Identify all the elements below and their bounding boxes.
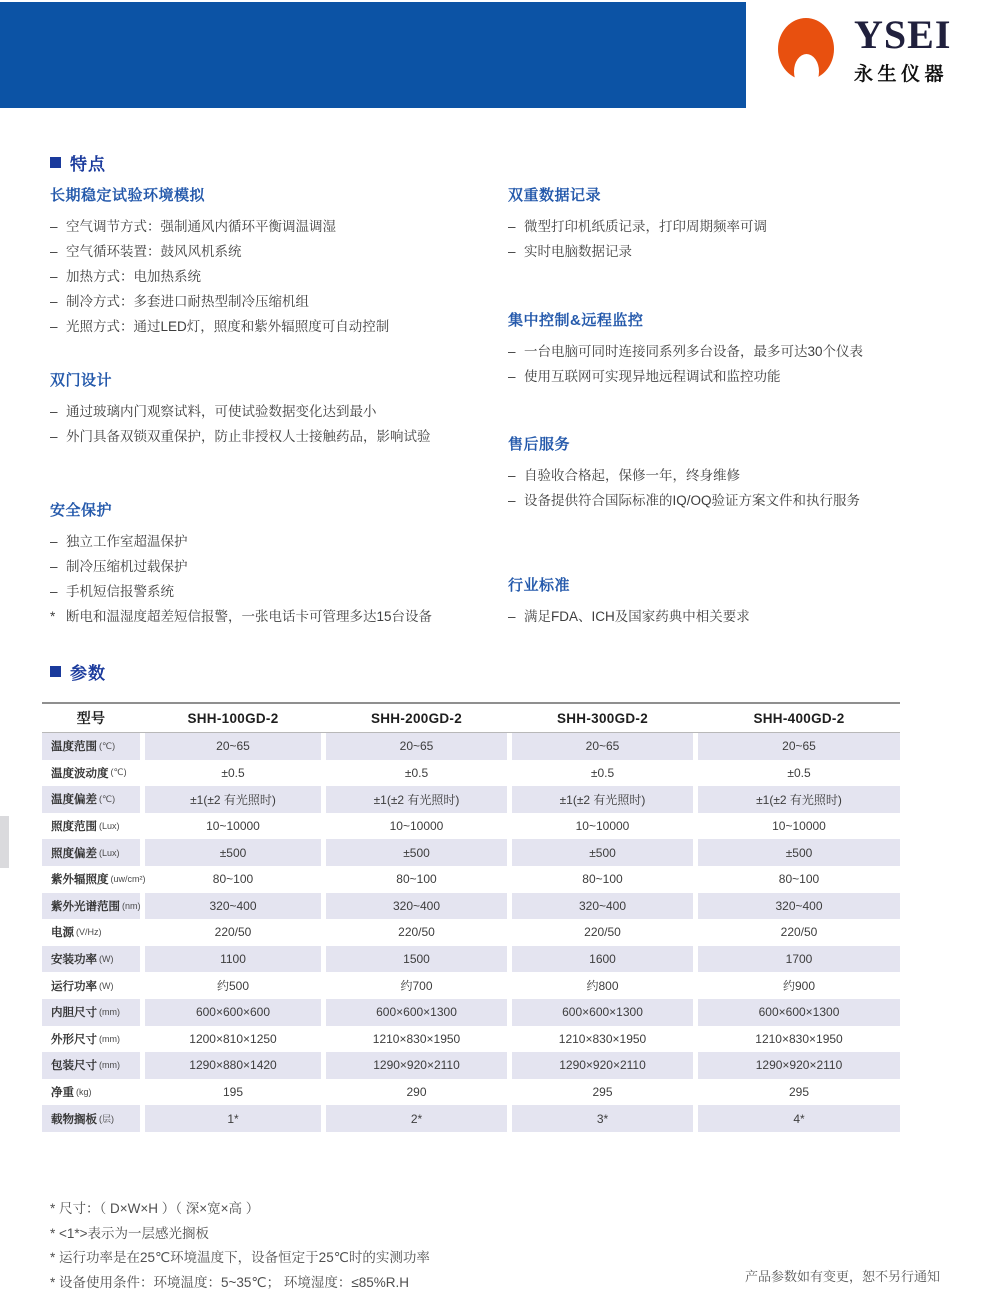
row-label: 内胆尺寸 [51, 1007, 97, 1020]
table-row [42, 813, 900, 840]
feature-item [50, 604, 485, 629]
table-row [42, 866, 900, 893]
spec-value-cell: ±1(±2 有光照时) [512, 786, 693, 813]
model-column-header: SHH-300GD-2 [556, 710, 649, 726]
feature-group-title: 长期稳定试验环境模拟 [50, 187, 206, 204]
spec-value-cell: 1500 [326, 946, 507, 973]
table-row [42, 946, 900, 973]
footnote-line: * 设备使用条件：环境温度：5~35℃； 环境湿度：≤85%R.H [50, 1274, 410, 1290]
feature-item-marker: – [508, 219, 516, 234]
spec-value-cell: 20~65 [145, 733, 321, 760]
feature-item-marker: – [508, 344, 516, 359]
feature-item-text: 自验收合格起，保修一年，终身维修 [524, 468, 740, 483]
row-label: 温度范围 [51, 741, 97, 754]
table-row [42, 839, 900, 866]
square-bullet-icon [50, 157, 61, 168]
spec-value-cell: ±500 [698, 839, 900, 866]
footnote-line: * 尺寸：（ D×W×H ）（ 深×宽×高 ） [50, 1201, 260, 1216]
spec-value-cell: 10~10000 [772, 819, 826, 834]
feature-item-marker: – [50, 244, 58, 259]
row-label: 净重 [51, 1087, 74, 1100]
table-row [42, 919, 900, 946]
row-label: 外形尺寸 [51, 1033, 97, 1046]
spec-value-cell: ±1(±2 有光照时) [698, 786, 900, 813]
spec-value-cell: 320~400 [326, 893, 507, 920]
feature-group [508, 576, 958, 629]
feature-item [508, 364, 958, 389]
feature-item-marker: – [50, 294, 58, 309]
row-label-cell [42, 893, 140, 920]
spec-value-cell: ±500 [145, 839, 321, 866]
row-label: 温度波动度 [51, 767, 109, 780]
row-label-cell [42, 999, 140, 1026]
row-label: 紫外辐照度 [51, 874, 109, 887]
feature-item [50, 289, 485, 314]
feature-item-text: 断电和温湿度超差短信报警，一张电话卡可管理多达15台设备 [66, 609, 433, 624]
brand-name: YSEI [854, 12, 952, 57]
row-label-cell [42, 972, 140, 999]
spec-value-cell: 10~10000 [206, 819, 260, 834]
feature-item [50, 529, 485, 554]
feature-item-text: 微型打印机纸质记录，打印周期频率可调 [524, 219, 767, 234]
row-unit: (℃) [110, 767, 127, 778]
spec-value-cell: 20~65 [698, 733, 900, 760]
feature-item [50, 214, 485, 239]
spec-value-cell: 220/50 [214, 925, 252, 940]
feature-item-text: 外门具备双锁双重保护，防止非授权人士接触药品，影响试验 [66, 429, 431, 444]
row-unit: (mm) [99, 1033, 120, 1044]
features-col-right [508, 186, 958, 629]
row-label-cell [42, 1079, 140, 1106]
feature-group [50, 501, 485, 629]
spec-value-cell: 1210×830×1950 [372, 1031, 461, 1046]
spec-value-cell: ±500 [326, 839, 507, 866]
feature-item-text: 空气循环装置：鼓风风机系统 [66, 244, 242, 259]
feature-group [508, 186, 958, 264]
row-unit: (uw/cm²) [110, 874, 146, 885]
feature-item [50, 264, 485, 289]
row-label-cell [42, 1026, 140, 1053]
logo-ring-icon [778, 14, 834, 90]
feature-group [508, 435, 958, 513]
feature-item-marker: – [50, 559, 58, 574]
page-edge-artifact [0, 816, 9, 868]
feature-group [508, 311, 958, 389]
company-logo [778, 14, 951, 90]
spec-value-cell: 1290×920×2110 [326, 1052, 507, 1079]
feature-group [50, 371, 485, 449]
feature-item [50, 314, 485, 339]
spec-value-cell: 600×600×1300 [326, 999, 507, 1026]
spec-value-cell: 600×600×1300 [512, 999, 693, 1026]
spec-value-cell: 320~400 [698, 893, 900, 920]
spec-value-cell: 4* [698, 1105, 900, 1132]
table-row [42, 786, 900, 813]
feature-item-text: 使用互联网可实现异地远程调试和监控功能 [524, 369, 781, 384]
feature-item-text: 制冷压缩机过载保护 [66, 559, 188, 574]
spec-value-cell: 1290×920×2110 [512, 1052, 693, 1079]
spec-value-cell: 320~400 [145, 893, 321, 920]
row-label-cell [42, 919, 140, 946]
features-col-left [50, 186, 485, 629]
row-label-cell [42, 813, 140, 840]
spec-value-cell: ±1(±2 有光照时) [145, 786, 321, 813]
feature-item-text: 设备提供符合国际标准的IQ/OQ验证方案文件和执行服务 [524, 493, 861, 508]
row-unit: (W) [99, 954, 114, 965]
table-row [42, 1026, 900, 1053]
row-unit: (mm) [99, 1060, 120, 1071]
row-label: 照度偏差 [51, 847, 97, 860]
row-unit: (nm) [122, 900, 141, 911]
feature-item-marker: – [508, 493, 516, 508]
feature-item-marker: – [50, 584, 58, 599]
spec-value-cell: 1700 [698, 946, 900, 973]
feature-group-title: 双门设计 [50, 372, 113, 389]
spec-value-cell: 195 [222, 1085, 244, 1100]
row-unit: (℃) [99, 740, 116, 751]
row-unit: (mm) [99, 1007, 120, 1018]
table-row [42, 972, 900, 999]
row-unit: (层) [99, 1114, 114, 1125]
spec-value-cell: ±0.5 [590, 765, 615, 780]
row-unit: (Lux) [99, 821, 120, 832]
feature-item [50, 399, 485, 424]
row-label: 紫外光谱范围 [51, 900, 120, 913]
feature-item [508, 339, 958, 364]
feature-item [50, 424, 485, 449]
spec-value-cell: 600×600×600 [145, 999, 321, 1026]
table-row [42, 760, 900, 787]
header-blue-band [0, 2, 746, 108]
feature-item-text: 一台电脑可同时连接同系列多台设备，最多可达30个仪表 [524, 344, 864, 359]
row-label: 照度范围 [51, 821, 97, 834]
spec-value-cell: 220/50 [398, 925, 435, 940]
footnote-line: * 运行功率是在25℃环境温度下，设备恒定于25℃时的实测功率 [50, 1250, 430, 1266]
feature-item-text: 独立工作室超温保护 [66, 534, 188, 549]
feature-item-marker: – [50, 269, 58, 284]
spec-value-cell: 295 [592, 1085, 613, 1100]
table-row [42, 999, 900, 1026]
feature-item [508, 604, 958, 629]
row-label-cell [42, 760, 140, 787]
feature-item [50, 554, 485, 579]
feature-item-text: 加热方式：电加热系统 [66, 269, 201, 284]
row-unit: (kg) [76, 1087, 92, 1098]
spec-value-cell: 约500 [216, 979, 250, 994]
feature-item-text: 光照方式：通过LED灯，照度和紫外辐照度可自动控制 [66, 319, 390, 334]
row-label-cell [42, 786, 140, 813]
feature-group-title: 行业标准 [508, 577, 571, 594]
feature-item-marker: – [50, 319, 58, 334]
feature-item [508, 214, 958, 239]
spec-value-cell: 290 [406, 1085, 427, 1100]
row-label: 电源 [51, 927, 74, 940]
spec-value-cell: ±500 [512, 839, 693, 866]
spec-value-cell: 约900 [782, 979, 816, 994]
spec-value-cell: 80~100 [396, 872, 437, 887]
feature-item [508, 488, 958, 513]
row-unit: (℃) [99, 793, 116, 804]
spec-value-cell: 10~10000 [389, 819, 444, 834]
spec-value-cell: 1290×920×2110 [698, 1052, 900, 1079]
feature-item-text: 满足FDA、ICH及国家药典中相关要求 [524, 609, 750, 624]
table-row [42, 1079, 900, 1106]
row-label: 载物搁板 [51, 1113, 97, 1126]
row-unit: (Lux) [99, 847, 120, 858]
spec-value-cell: 10~10000 [575, 819, 630, 834]
feature-item-marker: – [50, 219, 58, 234]
spec-value-cell: 3* [512, 1105, 693, 1132]
spec-value-cell: 1210×830×1950 [558, 1031, 647, 1046]
feature-item-marker: – [508, 244, 516, 259]
footnote-line: * <1*>表示为一层感光搁板 [50, 1225, 210, 1241]
spec-value-cell: ±0.5 [221, 765, 245, 780]
row-label: 运行功率 [51, 980, 97, 993]
feature-group-title: 售后服务 [508, 436, 571, 453]
feature-item-text: 空气调节方式：强制通风内循环平衡调温调湿 [66, 219, 336, 234]
table-header-row [42, 702, 900, 733]
spec-value-cell: 1200×810×1250 [189, 1031, 277, 1046]
spec-value-cell: ±0.5 [404, 765, 429, 780]
row-unit: (W) [99, 980, 114, 991]
feature-item [50, 239, 485, 264]
spec-value-cell: 1600 [512, 946, 693, 973]
logo-white-cutout [794, 54, 819, 89]
spec-value-cell: 295 [788, 1085, 810, 1100]
model-label-header: 型号 [76, 710, 106, 726]
feature-group-title: 双重数据记录 [508, 187, 602, 204]
row-label: 包装尺寸 [51, 1060, 97, 1073]
model-column-header: SHH-400GD-2 [753, 710, 845, 726]
square-bullet-icon [50, 666, 61, 677]
logo-text-block [854, 14, 951, 86]
spec-value-cell: ±0.5 [787, 765, 811, 780]
spec-value-cell: 1210×830×1950 [755, 1031, 843, 1046]
feature-item [50, 579, 485, 604]
spec-value-cell: 220/50 [584, 925, 621, 940]
footnotes [50, 1197, 430, 1295]
spec-value-cell: 约800 [586, 979, 619, 994]
feature-item-marker: – [508, 609, 516, 624]
spec-value-cell: 220/50 [780, 925, 818, 940]
model-column-header: SHH-100GD-2 [187, 710, 279, 726]
feature-item-marker: – [508, 369, 516, 384]
feature-item-marker: – [50, 404, 58, 419]
brand-name-chinese: 永生仪器 [854, 64, 949, 85]
feature-item-marker: – [50, 534, 58, 549]
section-title-text: 特点 [70, 155, 106, 174]
section-title-features [50, 150, 106, 175]
section-title-params [50, 659, 106, 684]
feature-item-text: 通过玻璃内门观察试料，可使试验数据变化达到最小 [66, 404, 377, 419]
feature-item-text: 制冷方式：多套进口耐热型制冷压缩机组 [66, 294, 309, 309]
spec-value-cell: 约700 [400, 979, 433, 994]
section-title-text: 参数 [70, 664, 106, 683]
spec-value-cell: 1100 [145, 946, 321, 973]
feature-item-marker: – [50, 429, 58, 444]
spec-table [42, 702, 900, 1132]
feature-item-text: 实时电脑数据记录 [524, 244, 632, 259]
row-label-cell [42, 733, 140, 760]
spec-value-cell: 600×600×1300 [698, 999, 900, 1026]
row-label-cell [42, 866, 146, 893]
table-row [42, 893, 900, 920]
row-label-cell [42, 839, 140, 866]
spec-value-cell: 1* [145, 1105, 321, 1132]
feature-group [50, 186, 485, 339]
table-row [42, 733, 900, 760]
disclaimer-text: 产品参数如有变更，恕不另行通知 [744, 1269, 940, 1284]
feature-group-title: 安全保护 [50, 502, 113, 519]
feature-item [508, 463, 958, 488]
row-label: 安装功率 [51, 954, 97, 967]
spec-value-cell: 20~65 [326, 733, 507, 760]
row-label: 温度偏差 [51, 794, 97, 807]
row-label-cell [42, 946, 140, 973]
row-label-cell [42, 1105, 140, 1132]
spec-value-cell: 20~65 [512, 733, 693, 760]
feature-item-text: 手机短信报警系统 [66, 584, 174, 599]
feature-group-title: 集中控制&远程监控 [508, 312, 644, 329]
spec-value-cell: 80~100 [212, 872, 254, 887]
table-row [42, 1105, 900, 1132]
row-label-cell [42, 1052, 140, 1079]
spec-value-cell: 80~100 [582, 872, 623, 887]
model-column-header: SHH-200GD-2 [370, 710, 463, 726]
spec-value-cell: 2* [326, 1105, 507, 1132]
table-row [42, 1052, 900, 1079]
spec-value-cell: 320~400 [512, 893, 693, 920]
spec-value-cell: 1290×880×1420 [145, 1052, 321, 1079]
row-unit: (V/Hz) [76, 927, 102, 938]
feature-item [508, 239, 958, 264]
feature-item-marker: – [508, 468, 516, 483]
spec-value-cell: 80~100 [778, 872, 820, 887]
spec-value-cell: ±1(±2 有光照时) [326, 786, 507, 813]
feature-item-marker: * [50, 609, 56, 624]
